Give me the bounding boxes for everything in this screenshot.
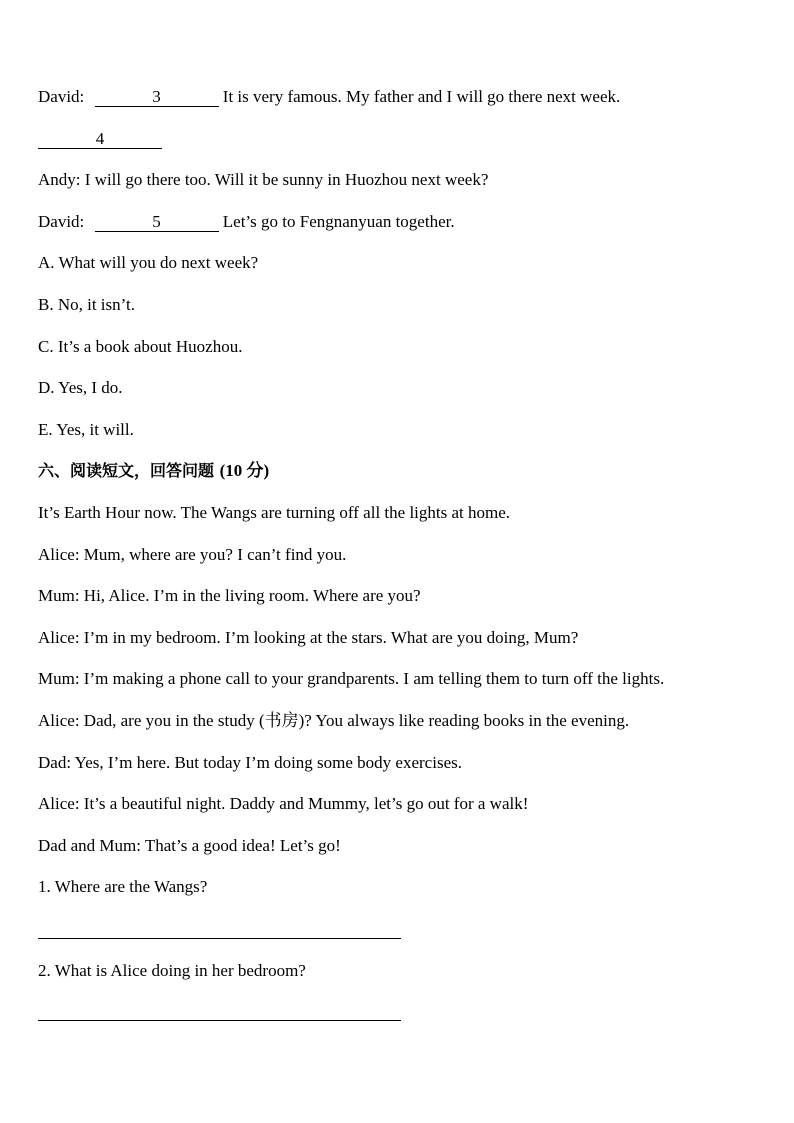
dialogue-line-blank-4 — [38, 129, 162, 149]
dialogue-line-david-3 — [38, 87, 620, 107]
answer-line-2[interactable] — [38, 1020, 401, 1021]
option-a: A. What will you do next week? — [38, 253, 259, 272]
passage-line: Alice: Mum, where are you? I can’t find you. — [38, 545, 347, 564]
answer-blank-3[interactable] — [95, 88, 219, 107]
passage-line: Mum: I’m making a phone call to your grandparents. I am telling them to turn off the lights. — [38, 669, 665, 688]
passage-line: Dad: Yes, I’m here. But today I’m doing some body exercises. — [38, 753, 462, 772]
dialogue-text: It is very famous. My father and I will go there next week. — [222, 87, 621, 106]
option-c: C. It’s a book about Huozhou. — [38, 337, 243, 356]
section-points: (10 分) — [219, 461, 270, 480]
blank-number: 4 — [95, 129, 105, 148]
answer-blank-5[interactable] — [95, 213, 219, 232]
passage-line: Alice: I’m in my bedroom. I’m looking at the stars. What are you doing, Mum? — [38, 628, 579, 647]
option-d: D. Yes, I do. — [38, 378, 123, 397]
passage-line: Alice: It’s a beautiful night. Daddy and Mummy, let’s go out for a walk! — [38, 794, 529, 813]
passage-line: It’s Earth Hour now. The Wangs are turning off all the lights at home. — [38, 503, 511, 522]
question-2: 2. What is Alice doing in her bedroom? — [38, 961, 306, 980]
answer-line-1[interactable] — [38, 938, 401, 939]
blank-number: 3 — [152, 87, 161, 106]
passage-line: Dad and Mum: That’s a good idea! Let’s go! — [38, 836, 341, 855]
speaker-label: David: — [38, 87, 85, 106]
option-b: B. No, it isn’t. — [38, 295, 135, 314]
blank-number: 5 — [152, 212, 161, 231]
dialogue-text: Let’s go to Fengnanyuan together. — [222, 212, 455, 231]
dialogue-line-david-5 — [38, 212, 455, 232]
answer-blank-4[interactable] — [38, 130, 162, 149]
speaker-label: Andy: — [38, 170, 81, 189]
section-heading — [38, 461, 269, 481]
section-title: 六、阅读短文，回答问题 — [38, 461, 215, 480]
speaker-label: David: — [38, 212, 85, 231]
dialogue-text: I will go there too. Will it be sunny in Huozhou next week? — [84, 170, 489, 189]
option-e: E. Yes, it will. — [38, 420, 134, 439]
passage-line: Alice: Dad, are you in the study (书房)? You always like reading books in the evening. — [38, 711, 630, 730]
question-1: 1. Where are the Wangs? — [38, 877, 208, 896]
dialogue-line-andy — [38, 170, 488, 190]
passage-line: Mum: Hi, Alice. I’m in the living room. Where are you? — [38, 586, 421, 605]
